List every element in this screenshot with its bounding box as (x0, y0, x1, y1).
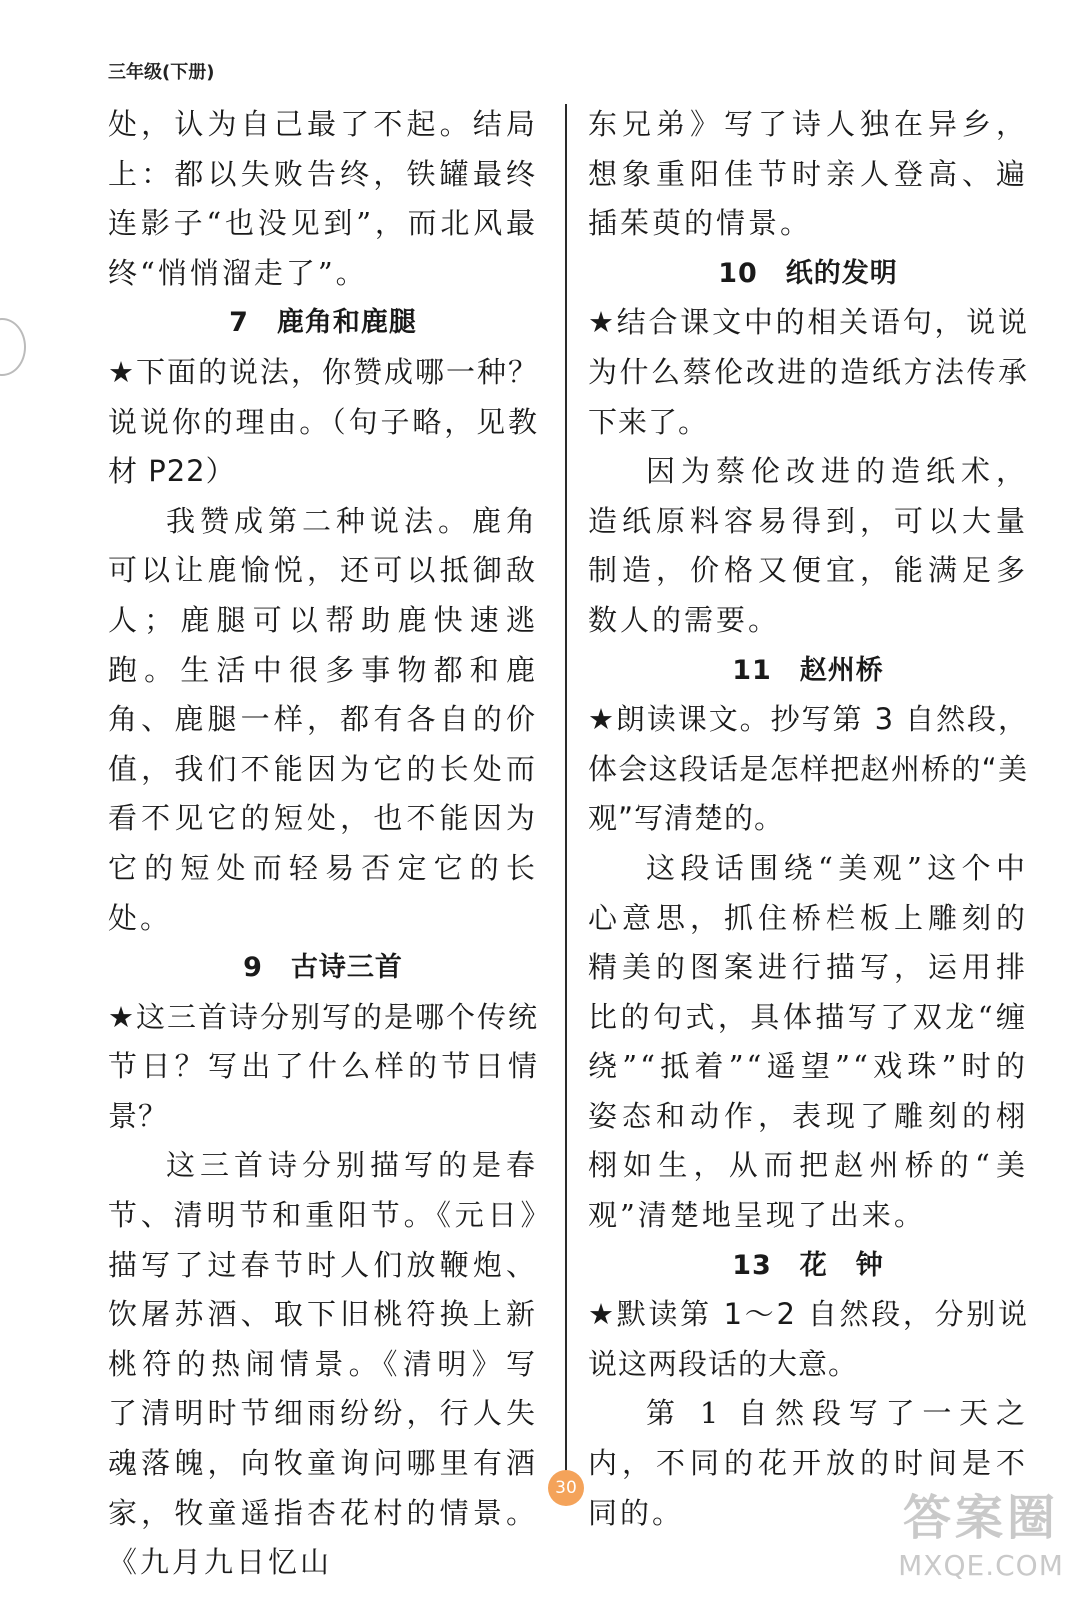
text-paragraph: 东兄弟》写了诗人独在异乡，想象重阳佳节时亲人登高、遍插茱萸的情景。 (588, 107, 1028, 241)
text-paragraph: 处，认为自己最了不起。结局上：都以失败告终，铁罐最终连影子“也没见到”，而北风最终“悄悄溜走了”。 (108, 107, 538, 290)
left-column (108, 100, 538, 1588)
lesson-name: 古诗三首 (290, 952, 403, 984)
answer-paragraph: 我赞成第二种说法。鹿角可以让鹿愉悦，还可以抵御敌人；鹿腿可以帮助鹿快速逃跑。生活中很多事物都和鹿角、鹿腿一样，都有各自的价值，我们不能因为它的长处而看不见它的短处，也不能因为它的短处而轻易否定它的长处。 (108, 503, 538, 935)
question-paragraph: ★朗读课文。抄写第 3 自然段，体会这段话是怎样把赵州桥的“美观”写清楚的。 (588, 702, 1028, 836)
lesson-title (588, 1241, 1028, 1291)
question-paragraph: ★这三首诗分别写的是哪个传统节日？写出了什么样的节日情景？ (108, 999, 538, 1133)
lesson-title (108, 298, 538, 348)
answer-paragraph: 这三首诗分别描写的是春节、清明节和重阳节。《元日》描写了过春节时人们放鞭炮、饮屠苏酒、取下旧桃符换上新桃符的热闹情景。《清明》写了清明时节细雨纷纷，行人失魂落魄，向牧童询问哪里有酒家，牧童遥指杏花村的情景。《九月九日忆山 (108, 1148, 538, 1580)
column-divider (565, 104, 567, 1504)
question-paragraph: ★默读第 1～2 自然段，分别说说这两段话的大意。 (588, 1297, 1028, 1381)
answer-paragraph: 因为蔡伦改进的造纸术，造纸原料容易得到，可以大量制造，价格又便宜，能满足多数人的需要。 (588, 454, 1028, 637)
answer-paragraph: 第 1 自然段写了一天之内，不同的花开放的时间是不同的。 (588, 1396, 1028, 1530)
answer-paragraph: 这段话围绕“美观”这个中心意思，抓住桥栏板上雕刻的精美的图案进行描写，运用排比的句式，具体描写了双龙“缠绕”“抵着”“遥望”“戏珠”时的姿态和动作，表现了雕刻的栩栩如生，从而把赵州桥的“美观”清楚地呈现了出来。 (588, 850, 1028, 1233)
lesson-title (588, 249, 1028, 299)
question-paragraph: ★下面的说法，你赞成哪一种？说说你的理由。（句子略，见教材 P22） (108, 354, 538, 489)
lesson-title (108, 943, 538, 993)
binding-hole-mark (0, 318, 26, 376)
lesson-number: 11 (732, 654, 772, 686)
question-paragraph: ★结合课文中的相关语句，说说为什么蔡伦改进的造纸方法传承下来了。 (588, 305, 1028, 439)
lesson-number: 9 (243, 952, 263, 984)
lesson-number: 10 (718, 257, 758, 289)
lesson-name: 赵州桥 (799, 654, 884, 686)
lesson-number: 13 (732, 1249, 772, 1281)
watermark-en: MXQE.COM (898, 1549, 1064, 1582)
lesson-title (588, 646, 1028, 696)
watermark-logo (888, 1488, 1074, 1596)
lesson-name: 纸的发明 (785, 257, 898, 289)
page-header: 三年级(下册) (108, 62, 215, 83)
right-column (588, 100, 1028, 1538)
lesson-name: 花 钟 (799, 1249, 884, 1281)
lesson-number: 7 (229, 307, 249, 339)
watermark-cn: 答案圈 (902, 1490, 1059, 1546)
lesson-name: 鹿角和鹿腿 (276, 307, 417, 339)
page-number: 30 (548, 1470, 584, 1506)
